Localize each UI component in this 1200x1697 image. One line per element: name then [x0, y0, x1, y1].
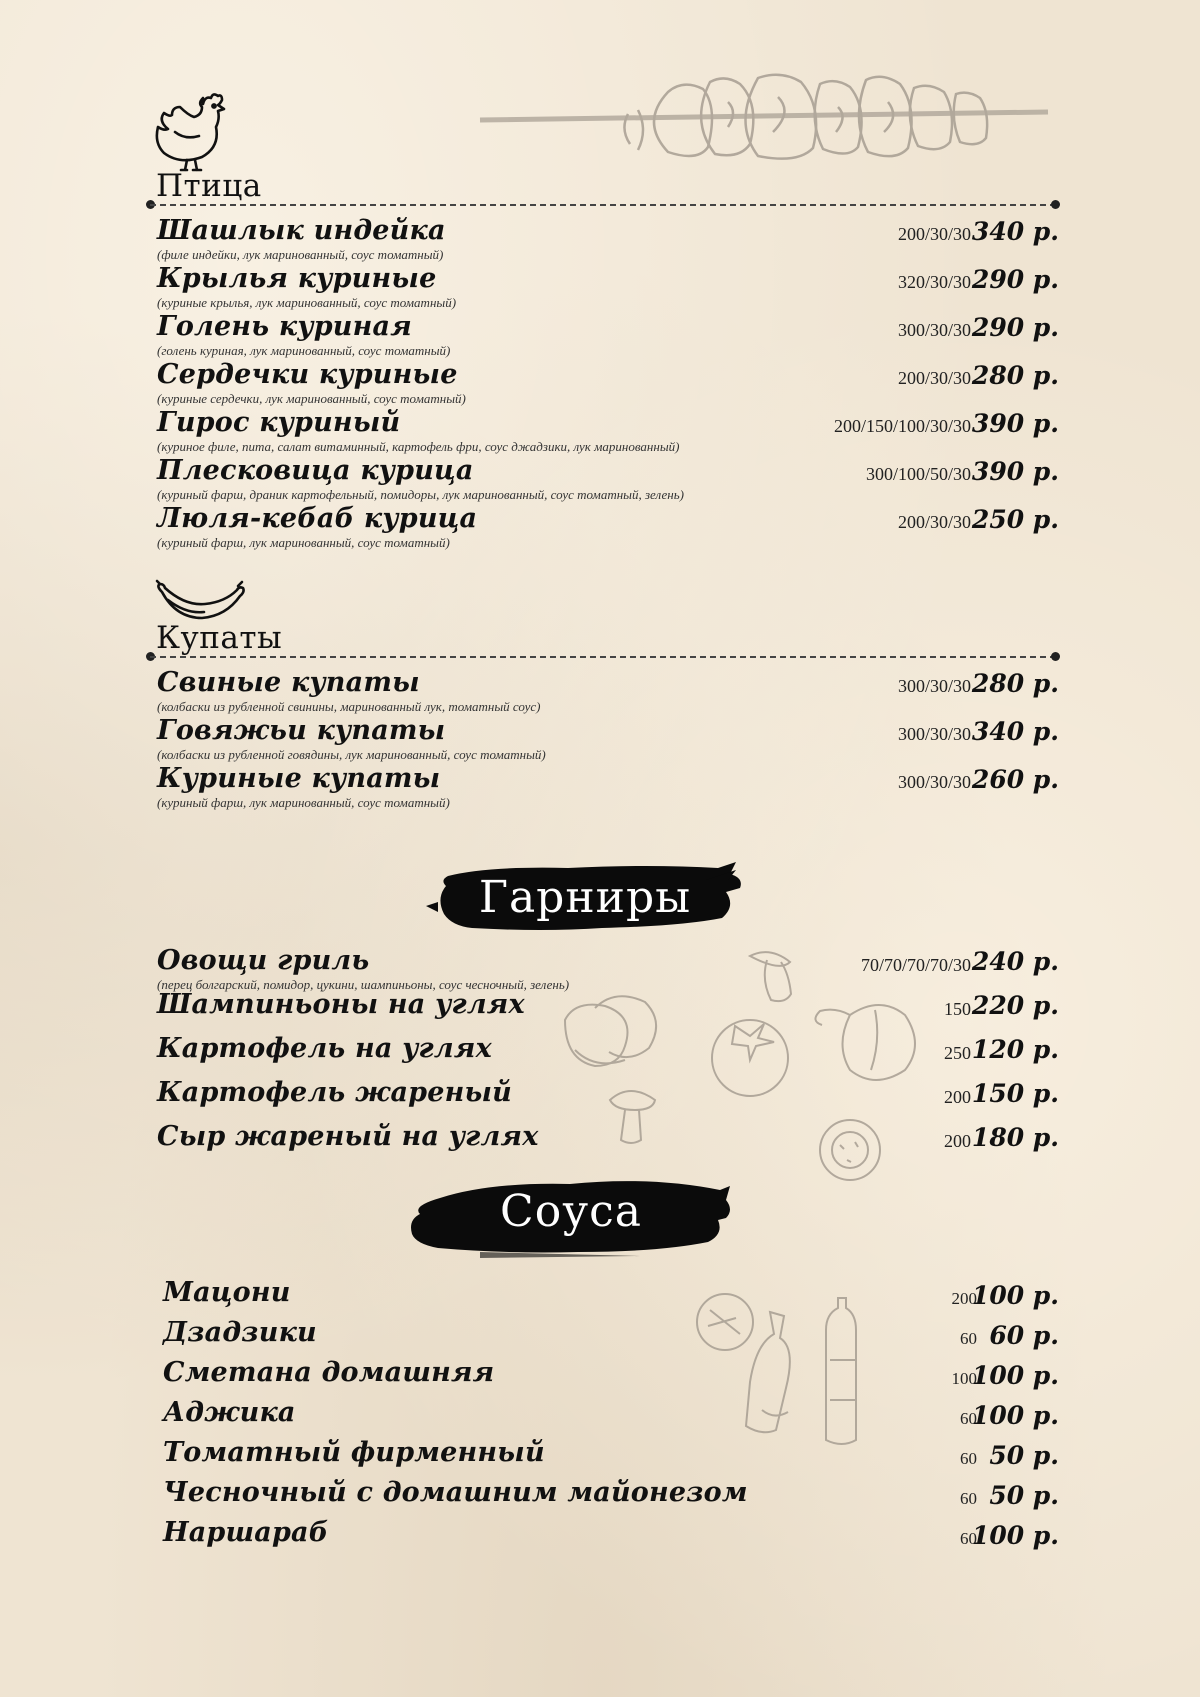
item-description: (куриные сердечки, лук маринованный, соус томатный): [157, 391, 466, 406]
item-description: (голень куриная, лук маринованный, соус томатный): [157, 343, 451, 358]
item-weight: 100: [951, 1369, 977, 1388]
item-name: Свиные купаты: [157, 667, 420, 698]
item-price: 100 р.: [971, 1361, 1059, 1390]
item-name: Овощи гриль: [157, 945, 370, 976]
item-weight: 60: [960, 1449, 977, 1468]
item-name: Дзадзики: [163, 1317, 317, 1348]
menu-item: [157, 715, 1059, 762]
item-price: 290 р.: [971, 265, 1059, 294]
item-weight: 70/70/70/70/30: [860, 955, 971, 975]
menu-item: [163, 1277, 1059, 1321]
item-price: 280 р.: [971, 669, 1059, 698]
menu-item: [157, 989, 1059, 1033]
item-price: 260 р.: [971, 765, 1059, 794]
item-description: (куриный фарш, лук маринованный, соус томатный): [157, 535, 450, 550]
menu-item: [157, 1121, 1059, 1165]
item-weight: 200: [951, 1289, 977, 1308]
item-name: Плесковица курица: [157, 455, 474, 486]
item-weight: 200/30/30: [897, 512, 971, 532]
section-title-kupaty: Купаты: [156, 620, 283, 656]
menu-item: [157, 945, 1059, 992]
item-weight: 60: [960, 1529, 977, 1548]
menu-item: [163, 1317, 1059, 1361]
item-name: Голень куриная: [157, 311, 412, 342]
item-price: 50 р.: [989, 1441, 1059, 1470]
item-description: (куриные крылья, лук маринованный, соус томатный): [157, 295, 457, 310]
section-banner-sauces: [410, 1176, 732, 1262]
section-title-poultry: Птица: [156, 168, 262, 204]
item-weight: 200/30/30: [897, 368, 971, 388]
section-banner-sides: [426, 862, 744, 944]
section-title-sauces: Соуса: [500, 1186, 642, 1237]
menu-item: [157, 407, 1059, 454]
item-price: 60 р.: [989, 1321, 1059, 1350]
item-description: (куриный фарш, лук маринованный, соус томатный): [157, 795, 450, 810]
item-price: 50 р.: [989, 1481, 1059, 1510]
menu-item: [157, 1077, 1059, 1121]
item-weight: 320/30/30: [897, 272, 971, 292]
item-price: 120 р.: [971, 1035, 1059, 1064]
menu-item: [157, 763, 1059, 810]
menu-item: [163, 1397, 1059, 1441]
item-weight: 300/30/30: [897, 772, 971, 792]
item-price: 220 р.: [971, 991, 1059, 1020]
menu-item: [163, 1517, 1059, 1561]
item-name: Куриные купаты: [157, 763, 441, 794]
item-name: Крылья куриные: [157, 263, 437, 294]
item-price: 100 р.: [971, 1401, 1059, 1430]
menu-item: [157, 667, 1059, 714]
item-name: Сметана домашняя: [163, 1357, 495, 1388]
item-price: 150 р.: [971, 1079, 1059, 1108]
menu-item: [157, 455, 1059, 502]
chicken-icon: [153, 92, 231, 174]
item-description: (колбаски из рубленной говядины, лук маринованный, соус томатный): [157, 747, 546, 762]
item-description: (куриное филе, пита, салат витаминный, картофель фри, соус джадзики, лук маринованный): [157, 439, 680, 454]
item-name: Картофель жареный: [157, 1077, 513, 1108]
menu-item: [163, 1437, 1059, 1481]
item-weight: 300/30/30: [897, 320, 971, 340]
item-name: Чесночный с домашним майонезом: [163, 1477, 748, 1508]
menu-item: [157, 1033, 1059, 1077]
item-weight: 300/30/30: [897, 724, 971, 744]
section-title-sides: Гарниры: [478, 872, 692, 923]
item-weight: 60: [960, 1329, 977, 1348]
item-name: Сыр жареный на углях: [157, 1121, 539, 1152]
item-weight: 150: [944, 999, 971, 1019]
item-name: Наршараб: [163, 1517, 329, 1548]
item-name: Мацони: [163, 1277, 291, 1308]
item-weight: 300/30/30: [897, 676, 971, 696]
item-name: Сердечки куриные: [157, 359, 458, 390]
item-weight: 300/100/50/30: [865, 464, 971, 484]
item-weight: 200/150/100/30/30: [833, 416, 971, 436]
menu-item: [157, 311, 1059, 358]
item-name: Шампиньоны на углях: [157, 989, 525, 1020]
item-price: 100 р.: [971, 1281, 1059, 1310]
item-price: 390 р.: [971, 457, 1059, 486]
item-description: (перец болгарский, помидор, цукини, шампиньоны, соус чесночный, зелень): [157, 977, 570, 992]
item-price: 340 р.: [971, 217, 1059, 246]
item-weight: 60: [960, 1489, 977, 1508]
item-name: Картофель на углях: [157, 1033, 492, 1064]
item-price: 290 р.: [971, 313, 1059, 342]
item-weight: 250: [944, 1043, 971, 1063]
item-weight: 200: [944, 1131, 971, 1151]
item-description: (филе индейки, лук маринованный, соус томатный): [157, 247, 444, 262]
item-name: Аджика: [163, 1397, 296, 1428]
item-price: 240 р.: [971, 947, 1059, 976]
section-divider-kupaty: [150, 656, 1056, 658]
section-divider-poultry: [150, 204, 1056, 206]
skewer-sketch: [478, 62, 1058, 172]
item-weight: 60: [960, 1409, 977, 1428]
menu-item: [157, 359, 1059, 406]
item-description: (колбаски из рубленной свинины, маринованный лук, томатный соус): [157, 699, 541, 714]
divider-dot-right: [1051, 200, 1060, 209]
menu-item: [157, 263, 1059, 310]
menu-item: [163, 1357, 1059, 1401]
item-weight: 200: [944, 1087, 971, 1107]
item-name: Гирос куриный: [157, 407, 401, 438]
item-price: 280 р.: [971, 361, 1059, 390]
item-name: Шашлык индейка: [157, 215, 446, 246]
menu-item: [157, 215, 1059, 262]
item-price: 100 р.: [971, 1521, 1059, 1550]
item-description: (куриный фарш, драник картофельный, помидоры, лук маринованный, соус томатный, зелень): [157, 487, 684, 502]
item-price: 390 р.: [971, 409, 1059, 438]
menu-item: [157, 503, 1059, 550]
item-name: Томатный фирменный: [163, 1437, 545, 1468]
item-name: Говяжьи купаты: [157, 715, 446, 746]
item-name: Люля-кебаб курица: [157, 503, 478, 534]
item-price: 180 р.: [971, 1123, 1059, 1152]
item-price: 250 р.: [971, 505, 1059, 534]
item-price: 340 р.: [971, 717, 1059, 746]
item-weight: 200/30/30: [897, 224, 971, 244]
divider-dot-right: [1051, 652, 1060, 661]
menu-item: [163, 1477, 1059, 1521]
